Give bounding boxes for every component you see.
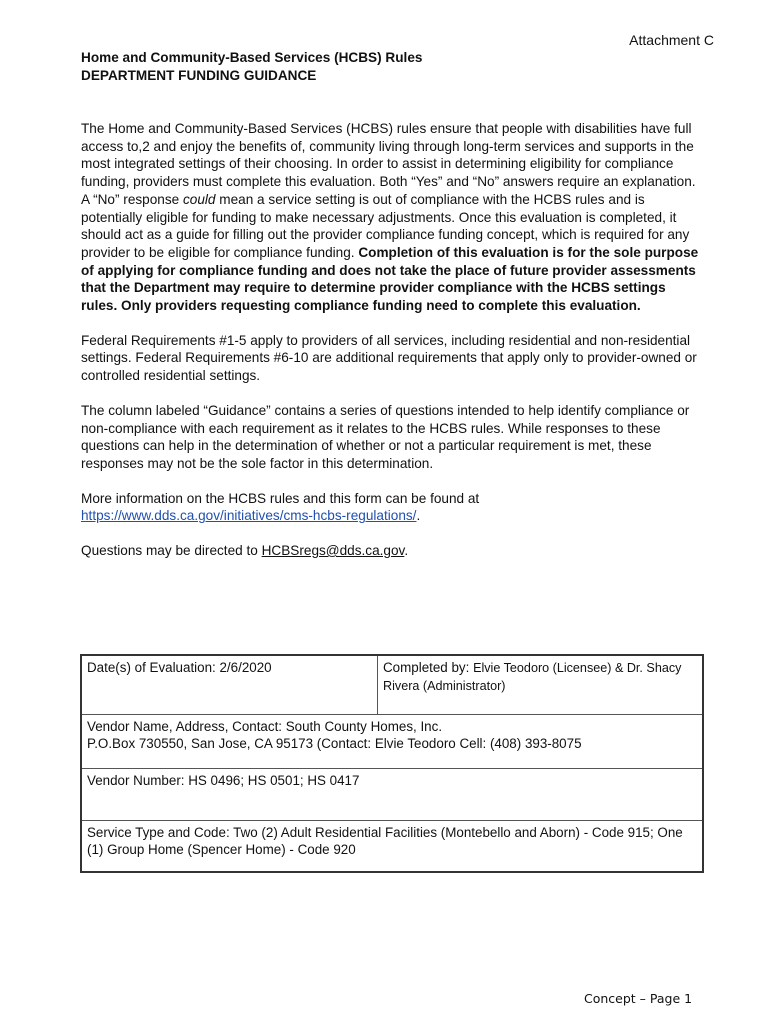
more-info-period: . xyxy=(416,508,421,524)
completed-by-cell xyxy=(378,656,702,714)
document-header xyxy=(81,49,422,85)
intro-bold-text: Completion of this evaluation is for the sole purpose of applying for compliance funding and does not take the place of future provider assessments that the Department may require to determine provider compliance with the HCBS settings rules. Only providers requesting compliance funding need to complete this evaluation. xyxy=(81,244,699,314)
more-info-paragraph xyxy=(81,490,701,525)
service-type-cell: Service Type and Code: Two (2) Adult Residential Facilities (Montebello and Aborn) - Code 915; One (1) Group Home (Spencer Home) - Code 920 xyxy=(87,825,683,857)
vendor-number-cell: Vendor Number: HS 0496; HS 0501; HS 0417 xyxy=(82,769,702,821)
document-title: Home and Community-Based Services (HCBS) Rules xyxy=(81,50,423,65)
questions-paragraph xyxy=(81,542,701,560)
more-info-text: More information on the HCBS rules and this form can be found at xyxy=(81,490,480,506)
intro-could: could xyxy=(183,191,216,207)
vendor-address-line: P.O.Box 730550, San Jose, CA 95173 (Contact: Elvie Teodoro Cell: (408) 393-8075 xyxy=(87,736,582,751)
email-link[interactable]: HCBSregs@dds.ca.gov xyxy=(261,543,405,559)
federal-paragraph: Federal Requirements #1-5 apply to providers of all services, including residential and non-residential settings. Federal Requirements #6-10 are additional requirements that apply only to provider-owned or controlled residential settings. xyxy=(81,332,697,384)
guidance-paragraph: The column labeled “Guidance” contains a series of questions intended to help identify compliance or non-compliance with each requirement as it relates to the HCBS rules. While responses to these questions can help in the determination of whether or not a particular requirement is met, these responses may not be the sole factor in this determination. xyxy=(81,402,690,471)
intro-paragraph xyxy=(81,120,701,315)
vendor-name-line: Vendor Name, Address, Contact: South County Homes, Inc. xyxy=(87,719,443,734)
completed-by-label: Completed by: xyxy=(383,660,474,675)
questions-period: . xyxy=(404,543,409,559)
evaluation-date-cell: Date(s) of Evaluation: 2/6/2020 xyxy=(82,656,378,714)
attachment-label: Attachment C xyxy=(629,32,714,48)
intro-text-1: The Home and Community-Based Services (HCBS) rules ensure that people with disabilities have full access to,2 and enjoy the benefits of, community living through long-term services and supports in the most integrated settings of their choosing. In order to assist in determining eligibility for compliance funding, providers must complete this evaluation. Both “Yes” and “No” answers require an explanation. A “No” response xyxy=(81,121,696,207)
document-subtitle: DEPARTMENT FUNDING GUIDANCE xyxy=(81,68,317,83)
intro-text-2: mean a service setting is out of compliance with the HCBS rules and is potentially eligible for funding to make necessary adjustments. Once this evaluation is completed, it should act as a guide for filling out the provider compliance funding concept, which is required for any provider to be eligible for compliance funding. xyxy=(81,191,690,260)
vendor-name-cell xyxy=(82,715,702,769)
page-footer: Concept – Page 1 xyxy=(584,991,693,1006)
completed-by-value: Elvie Teodoro (Licensee) & Dr. Shacy Rivera (Administrator) xyxy=(383,661,682,693)
questions-text: Questions may be directed to xyxy=(81,543,262,559)
table-row xyxy=(82,656,702,715)
evaluation-info-table xyxy=(80,654,704,873)
document-body xyxy=(81,120,701,577)
hcbs-regulations-link[interactable]: https://www.dds.ca.gov/initiatives/cms-hcbs-regulations/ xyxy=(81,508,417,524)
